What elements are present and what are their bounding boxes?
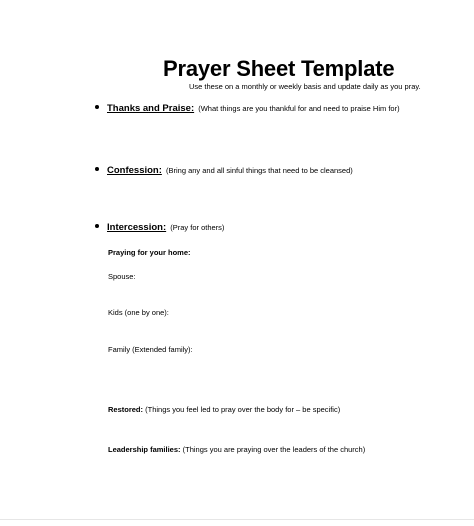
bullet-icon <box>95 105 99 109</box>
restored-note: (Things you feel led to pray over the body for – be specific) <box>145 405 341 414</box>
leadership-note: (Things you are praying over the leaders of the church) <box>182 445 366 454</box>
bullet-icon <box>95 224 99 228</box>
family-label: Family (Extended family): <box>108 345 193 354</box>
page-bottom-divider <box>0 519 474 520</box>
document-subtitle: Use these on a monthly or weekly basis and update daily as you pray. <box>189 82 421 91</box>
praying-for-home-label <box>108 248 191 257</box>
section-heading: Confession: <box>107 165 162 176</box>
praying-for-home-text: Praying for your home: <box>108 248 191 257</box>
section-thanks-and-praise <box>95 103 400 114</box>
section-heading: Thanks and Praise: <box>107 103 195 114</box>
section-note: (Bring any and all sinful things that need to be cleansed) <box>165 166 353 175</box>
section-note: (What things are you thankful for and need to praise Him for) <box>198 104 400 113</box>
restored-label: Restored: <box>108 405 144 414</box>
leadership-field <box>108 445 365 454</box>
leadership-label: Leadership families: <box>108 445 181 454</box>
document-title: Prayer Sheet Template <box>163 56 395 81</box>
restored-field <box>108 405 340 414</box>
section-heading: Intercession: <box>107 222 167 233</box>
spouse-label: Spouse: <box>108 272 136 281</box>
section-note: (Pray for others) <box>170 223 225 232</box>
kids-label: Kids (one by one): <box>108 308 169 317</box>
section-intercession <box>95 222 224 233</box>
bullet-icon <box>95 167 99 171</box>
section-confession <box>95 165 353 176</box>
